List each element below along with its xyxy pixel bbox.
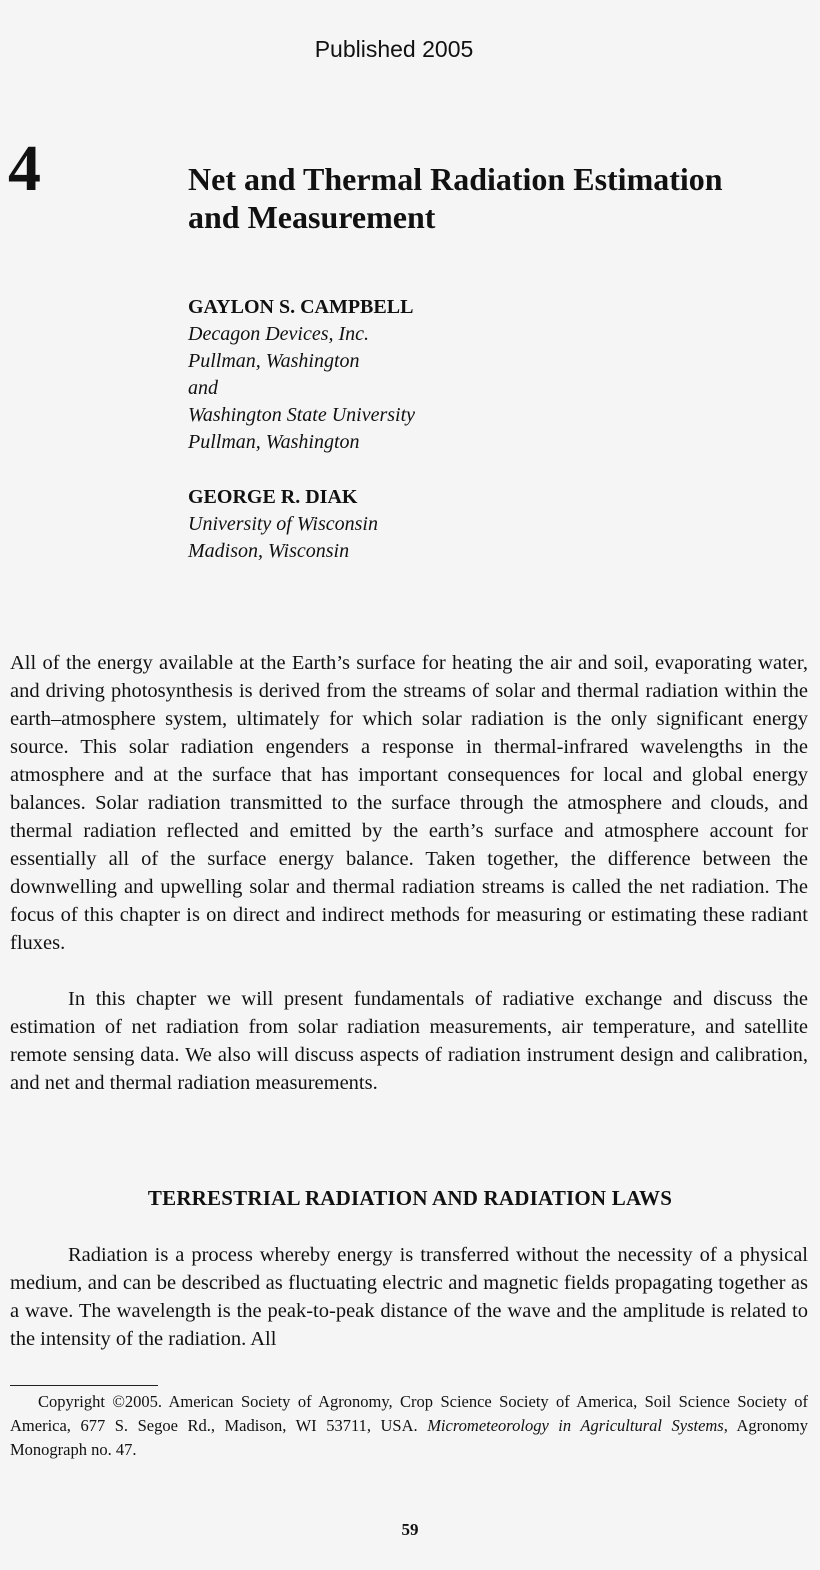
section-heading: TERRESTRIAL RADIATION AND RADIATION LAWS — [147, 1186, 673, 1210]
body-paragraph-2: In this chapter we will present fundamentals of radiative exchange and discuss the estimation of net radiation from solar radiation measurements, air temperature, and satellite remote sensing data. We also will discuss aspects of radiation instrument design and calibration, and net and thermal radiation measurements. — [10, 988, 808, 1094]
footnote-divider — [10, 1385, 158, 1386]
body-paragraph-3: Radiation is a process whereby energy is transferred without the necessity of a physical medium, and can be described as fluctuating electric and magnetic fields propagating together as a wave. The wavelength is the peak-to-peak distance of the wave and the amplitude is related to the intensity of the radiation. All — [10, 1244, 808, 1350]
footnote-text-end: , Agronomy Monograph no. 47. — [10, 1416, 808, 1459]
author-name: GEORGE R. DIAK — [188, 486, 358, 508]
footnote-text: Copyright ©2005. American Society of Agronomy, Crop Science Society of America, Soil Science Society of America, 677 S. Segoe Rd., Madison, WI 53711, USA. — [10, 1392, 808, 1435]
author-affiliation-line: Madison, Wisconsin — [188, 540, 350, 562]
published-label: Published 2005 — [314, 36, 474, 62]
chapter-number: 4 — [8, 132, 41, 205]
author-affiliation-line: and — [188, 377, 218, 399]
body-paragraph-1: All of the energy available at the Earth’s surface for heating the air and soil, evaporating water, and driving photosynthesis is derived from the streams of solar and thermal radiation within the earth–atmosphere system, ultimately for which solar radiation is the only significant energy source. This solar radiation engenders a response in thermal-infrared wavelengths in the atmosphere and at the surface that has important consequences for local and global energy balances. Solar radiation transmitted to the surface through the atmosphere and clouds, and thermal radiation reflected and emitted by the earth’s surface and atmosphere account for essentially all of the surface energy balance. Taken together, the difference between the downwelling and upwelling solar and thermal radiation streams is called the net radiation. The focus of this chapter is on direct and indirect methods for measuring or estimating these radiant fluxes. — [10, 652, 808, 954]
chapter-title — [188, 160, 808, 236]
page-number: 59 — [401, 1520, 419, 1539]
author-affiliation-line: Pullman, Washington — [188, 350, 360, 372]
author-affiliation-line: Decagon Devices, Inc. — [188, 323, 370, 345]
author-block-diak — [188, 484, 378, 565]
author-affiliation-line: University of Wisconsin — [188, 513, 378, 535]
footnote-book-title: Micrometeorology in Agricultural Systems — [427, 1416, 724, 1435]
author-block-campbell — [188, 294, 415, 456]
author-affiliation-line: Washington State University — [188, 404, 416, 426]
author-affiliation-line: Pullman, Washington — [188, 431, 360, 453]
copyright-footnote — [10, 1390, 808, 1462]
chapter-title-line-2: and Measurement — [188, 199, 436, 235]
author-name: GAYLON S. CAMPBELL — [188, 296, 414, 318]
chapter-title-line-1: Net and Thermal Radiation Estimation — [188, 161, 723, 197]
